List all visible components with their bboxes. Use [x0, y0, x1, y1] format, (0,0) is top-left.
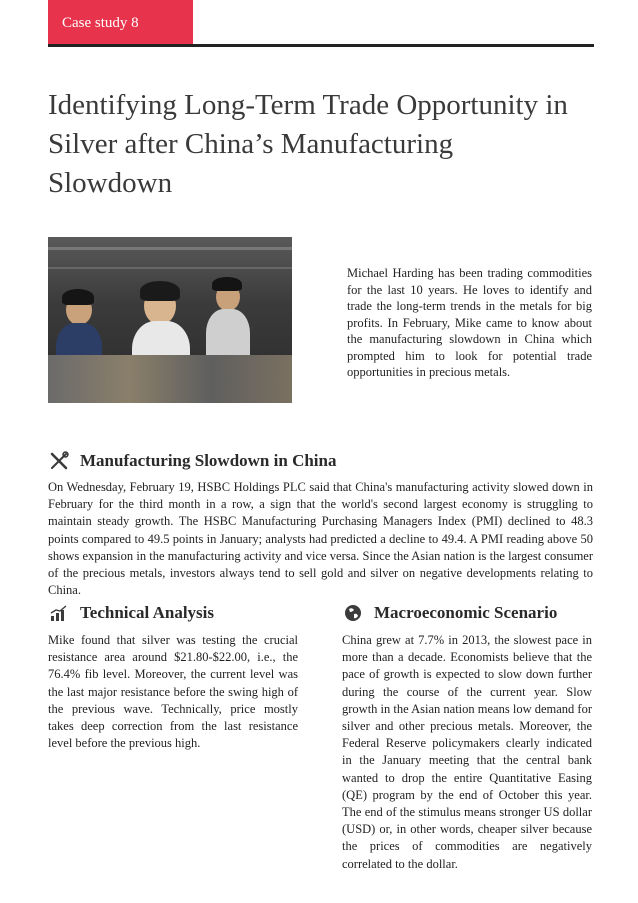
technical-heading-text: Technical Analysis [80, 603, 214, 622]
case-study-label: Case study 8 [62, 14, 139, 31]
intro-paragraph: Michael Harding has been trading commodities for the last 10 years. He loves to identify and trade the long-term trends in the metals for big profits. In February, Mike came to know about the manufacturing slowdown in China which prompted him to look for potential trade opportunities in precious metals. [347, 266, 592, 379]
factory-workers-photo [48, 237, 292, 403]
technical-body: Mike found that silver was testing the crucial resistance area around $21.80-$22.00, i.e., the 76.4% fib level. Moreover, the current level was the last major resistance before the swing high of the previous wave. Technically, price mostly takes deep correction from the last resistance level before the previous high. [48, 633, 298, 751]
header-rule [48, 44, 594, 47]
manufacturing-heading [48, 450, 336, 472]
globe-icon [342, 602, 364, 624]
case-study-tab [48, 0, 193, 46]
page-title: Identifying Long-Term Trade Opportunity in Silver after China’s Manufacturing Slowdown [48, 89, 568, 199]
manufacturing-heading-text: Manufacturing Slowdown in China [80, 451, 337, 470]
macro-heading-text: Macroeconomic Scenario [374, 603, 558, 622]
macro-heading [342, 602, 557, 624]
technical-heading [48, 602, 214, 624]
macro-body: China grew at 7.7% in 2013, the slowest pace in more than a decade. Economists believe that the pace of growth is expected to slow down further during the course of the current year. Slow growth in the Asian nation means low demand for silver and other precious metals. Moreover, the Federal Reserve policymakers clearly indicated in the January meeting that the central bank wanted to drop the entire Quantitative Easing (QE) program by the end of October this year. The end of the stimulus means stronger US dollar (USD) or, in other words, cheaper silver because the prices of commodities are negatively correlated to the dollar. [342, 633, 592, 871]
bar-chart-icon [48, 602, 70, 624]
manufacturing-body: On Wednesday, February 19, HSBC Holdings PLC said that China's manufacturing activity slowed down in February for the third month in a row, a sign that the world's second largest economy is struggling to maintain steady growth. The HSBC Manufacturing Purchasing Managers Index (PMI) declined to 48.3 points compared to 49.5 points in January; analysts had predicted a decline to 49.4. A PMI reading above 50 shows expansion in the manufacturing activity and vice versa. Since the Asian nation is the largest consumer of the precious metals, investors always tend to sell gold and silver on negative developments relating to China. [48, 480, 593, 598]
tools-icon [48, 450, 70, 472]
